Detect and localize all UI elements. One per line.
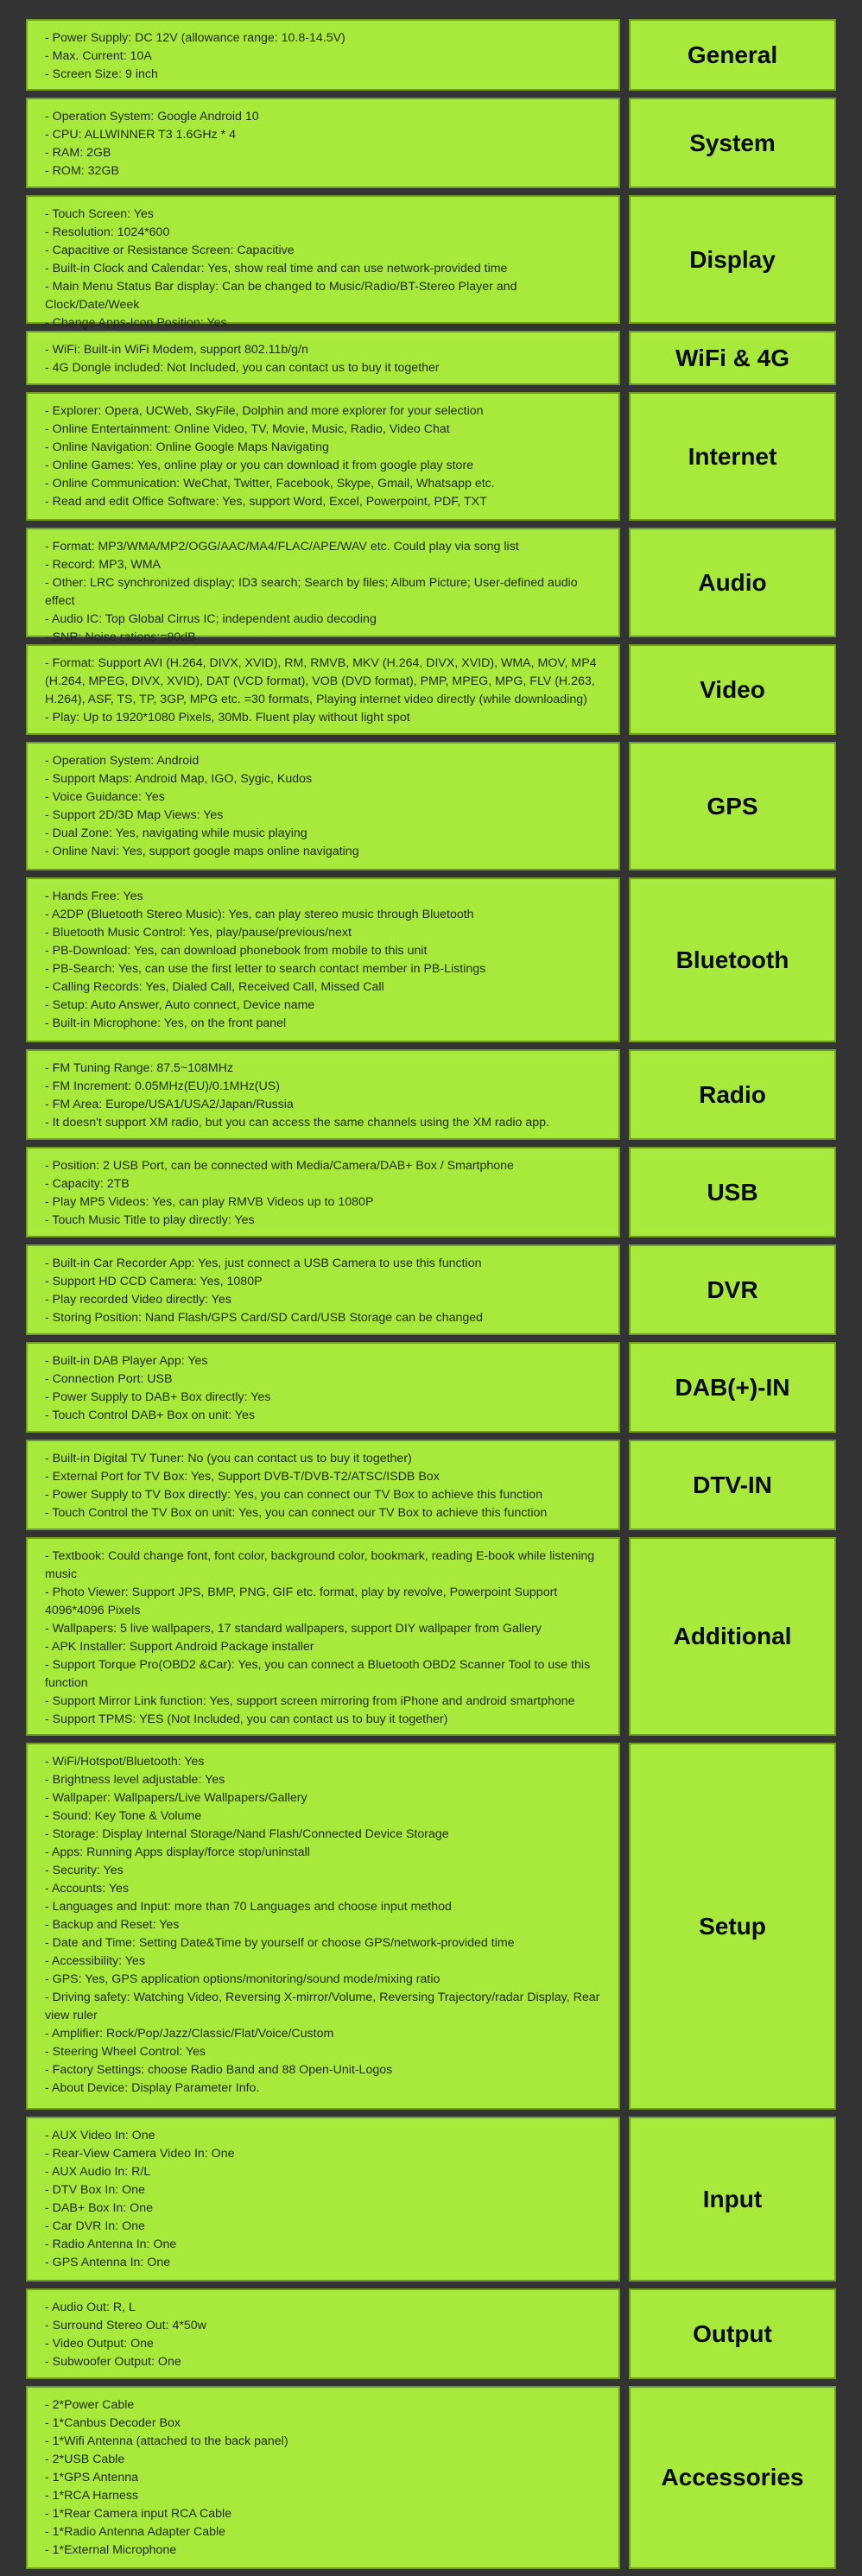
- spec-item: - Wallpaper: Wallpapers/Live Wallpapers/Gallery: [45, 1791, 307, 1805]
- spec-row-bluetooth: [26, 877, 836, 1042]
- spec-item: - FM Increment: 0.05MHz(EU)/0.1MHz(US): [45, 1079, 280, 1093]
- section-title: Audio: [629, 528, 836, 637]
- section-title: Accessories: [629, 2386, 836, 2569]
- spec-item: - About Device: Display Parameter Info.: [45, 2081, 260, 2095]
- spec-item: - Built-in Microphone: Yes, on the front panel: [45, 1016, 287, 1030]
- spec-item: - Max. Current: 10A: [45, 49, 152, 63]
- spec-item: - 1*Canbus Decoder Box: [45, 2416, 181, 2430]
- spec-item: - Power Supply to DAB+ Box directly: Yes: [45, 1390, 271, 1404]
- spec-item: - Online Entertainment: Online Video, TV, Movie, Music, Radio, Video Chat: [45, 422, 450, 436]
- section-title: Additional: [629, 1537, 836, 1736]
- spec-details: [26, 1743, 620, 2110]
- spec-item: - Main Menu Status Bar display: Can be changed to Music/Radio/BT-Stereo Player and Clock/Date/Week: [45, 280, 517, 312]
- spec-item: - Online Games: Yes, online play or you can download it from google play store: [45, 459, 474, 472]
- spec-item: - Support Maps: Android Map, IGO, Sygic, Kudos: [45, 772, 313, 786]
- spec-item: - SNR: Noise rations:=90dB: [45, 630, 196, 644]
- spec-item: - Online Navigation: Online Google Maps Navigating: [45, 440, 329, 454]
- section-title: Radio: [629, 1049, 836, 1140]
- spec-item: - Apps: Running Apps display/force stop/uninstall: [45, 1845, 310, 1859]
- spec-item: - AUX Audio In: R/L: [45, 2165, 151, 2179]
- spec-item: - Wallpapers: 5 live wallpapers, 17 standard wallpapers, support DIY wallpaper from Gallery: [45, 1622, 542, 1636]
- spec-row-output: [26, 2288, 836, 2379]
- spec-item: - Support Mirror Link function: Yes, support screen mirroring from iPhone and android smartphone: [45, 1694, 575, 1708]
- spec-item: - PB-Download: Yes, can download phonebook from mobile to this unit: [45, 944, 428, 958]
- spec-item: - Brightness level adjustable: Yes: [45, 1773, 225, 1787]
- spec-item: - Screen Size: 9 inch: [45, 67, 158, 81]
- spec-item: - Languages and Input: more than 70 Languages and choose input method: [45, 1900, 452, 1914]
- spec-item: - Built-in DAB Player App: Yes: [45, 1354, 208, 1368]
- spec-item: - Accessibility: Yes: [45, 1954, 145, 1968]
- spec-item: - Accounts: Yes: [45, 1882, 130, 1896]
- spec-item: - Touch Control DAB+ Box on unit: Yes: [45, 1408, 256, 1422]
- spec-item: - Radio Antenna In: One: [45, 2237, 177, 2251]
- spec-item: - Steering Wheel Control: Yes: [45, 2045, 206, 2059]
- spec-item: - DAB+ Box In: One: [45, 2201, 153, 2215]
- spec-item: - WiFi: Built-in WiFi Modem, support 802.11b/g/n: [45, 343, 308, 357]
- spec-item: - Built-in Clock and Calendar: Yes, show real time and can use network-provided time: [45, 262, 508, 275]
- spec-item: - Play MP5 Videos: Yes, can play RMVB Videos up to 1080P: [45, 1195, 374, 1209]
- spec-item: - Built-in Car Recorder App: Yes, just connect a USB Camera to use this function: [45, 1256, 482, 1270]
- section-title: USB: [629, 1147, 836, 1237]
- spec-row-setup: [26, 1743, 836, 2110]
- spec-item: - Touch Control the TV Box on unit: Yes, you can connect our TV Box to achieve this function: [45, 1506, 548, 1520]
- spec-item: - Sound: Key Tone & Volume: [45, 1809, 202, 1823]
- section-title: Internet: [629, 392, 836, 521]
- spec-item: - Storage: Display Internal Storage/Nand Flash/Connected Device Storage: [45, 1827, 449, 1841]
- spec-item: - Built-in Digital TV Tuner: No (you can contact us to buy it together): [45, 1452, 412, 1465]
- spec-item: - Car DVR In: One: [45, 2219, 145, 2233]
- spec-item: - FM Area: Europe/USA1/USA2/Japan/Russia: [45, 1098, 294, 1111]
- spec-details: [26, 1440, 620, 1530]
- spec-row-internet: [26, 392, 836, 521]
- spec-row-dvr: [26, 1244, 836, 1335]
- spec-item: - Position: 2 USB Port, can be connected with Media/Camera/DAB+ Box / Smartphone: [45, 1159, 514, 1173]
- spec-item: - 1*Rear Camera input RCA Cable: [45, 2507, 232, 2521]
- spec-item: - Setup: Auto Answer, Auto connect, Device name: [45, 998, 315, 1012]
- spec-item: - 2*USB Cable: [45, 2453, 125, 2466]
- spec-details: [26, 877, 620, 1042]
- spec-item: - Hands Free: Yes: [45, 889, 143, 903]
- spec-item: - 1*Wifi Antenna (attached to the back panel): [45, 2434, 288, 2448]
- spec-item: - Power Supply to TV Box directly: Yes, you can connect our TV Box to achieve this function: [45, 1488, 542, 1502]
- spec-item: - Online Navi: Yes, support google maps online navigating: [45, 845, 359, 858]
- spec-row-dab-in: [26, 1342, 836, 1433]
- spec-item: - Change Apps-Icon Position: Yes: [45, 316, 227, 330]
- spec-item: - 1*External Microphone: [45, 2543, 177, 2557]
- spec-item: - Operation System: Android: [45, 754, 200, 768]
- spec-item: - Textbook: Could change font, font color, background color, bookmark, reading E-book while listening music: [45, 1549, 595, 1581]
- spec-item: - WiFi/Hotspot/Bluetooth: Yes: [45, 1755, 205, 1769]
- spec-details: [26, 19, 620, 91]
- spec-details: [26, 1537, 620, 1736]
- spec-details: [26, 1147, 620, 1237]
- section-title: Bluetooth: [629, 877, 836, 1042]
- spec-item: - ROM: 32GB: [45, 164, 119, 178]
- spec-item: - Factory Settings: choose Radio Band and 88 Open-Unit-Logos: [45, 2063, 393, 2077]
- spec-details: [26, 742, 620, 870]
- spec-item: - AUX Video In: One: [45, 2129, 155, 2142]
- spec-item: - Audio IC: Top Global Cirrus IC; independent audio decoding: [45, 612, 377, 626]
- spec-row-radio: [26, 1049, 836, 1140]
- spec-row-general: [26, 19, 836, 91]
- spec-details: [26, 392, 620, 521]
- spec-item: - Support 2D/3D Map Views: Yes: [45, 808, 224, 822]
- section-title: Setup: [629, 1743, 836, 2110]
- section-title: Display: [629, 195, 836, 324]
- spec-details: [26, 2288, 620, 2379]
- spec-item: - Touch Screen: Yes: [45, 207, 154, 221]
- section-title: General: [629, 19, 836, 91]
- spec-item: - Storing Position: Nand Flash/GPS Card/SD Card/USB Storage can be changed: [45, 1311, 484, 1325]
- spec-item: - Date and Time: Setting Date&Time by yourself or choose GPS/network-provided time: [45, 1936, 515, 1950]
- spec-row-display: [26, 195, 836, 330]
- spec-item: - Security: Yes: [45, 1864, 124, 1877]
- spec-item: - A2DP (Bluetooth Stereo Music): Yes, can play stereo music through Bluetooth: [45, 908, 474, 921]
- spec-item: - GPS: Yes, GPS application options/monitoring/sound mode/mixing ratio: [45, 1972, 441, 1986]
- spec-details: [26, 644, 620, 735]
- spec-item: - 2*Power Cable: [45, 2398, 135, 2412]
- section-title: DAB(+)-IN: [629, 1342, 836, 1433]
- spec-row-additional: [26, 1537, 836, 1736]
- spec-item: - Power Supply: DC 12V (allowance range: 10.8-14.5V): [45, 31, 345, 45]
- spec-details: [26, 1244, 620, 1335]
- spec-item: - Explorer: Opera, UCWeb, SkyFile, Dolphin and more explorer for your selection: [45, 404, 484, 418]
- spec-item: - Voice Guidance: Yes: [45, 790, 165, 804]
- spec-item: - Capacitive or Resistance Screen: Capacitive: [45, 244, 295, 257]
- spec-row-input: [26, 2117, 836, 2282]
- spec-item: - 1*RCA Harness: [45, 2489, 139, 2503]
- spec-item: - APK Installer: Support Android Package installer: [45, 1640, 314, 1654]
- spec-item: - Play recorded Video directly: Yes: [45, 1293, 231, 1307]
- spec-item: - Amplifier: Rock/Pop/Jazz/Classic/Flat/Voice/Custom: [45, 2027, 334, 2041]
- spec-row-wifi-4g: [26, 331, 836, 385]
- section-title: Input: [629, 2117, 836, 2282]
- section-title: WiFi & 4G: [629, 331, 836, 385]
- spec-item: - CPU: ALLWINNER T3 1.6GHz * 4: [45, 128, 237, 142]
- spec-row-usb: [26, 1147, 836, 1237]
- spec-item: - Format: MP3/WMA/MP2/OGG/AAC/MA4/FLAC/APE/WAV etc. Could play via song list: [45, 540, 519, 554]
- spec-item: - Record: MP3, WMA: [45, 558, 162, 572]
- spec-item: - Backup and Reset: Yes: [45, 1918, 180, 1932]
- spec-item: - FM Tuning Range: 87.5~108MHz: [45, 1061, 234, 1075]
- spec-row-video: [26, 644, 836, 735]
- spec-details: [26, 98, 620, 188]
- spec-item: - RAM: 2GB: [45, 146, 111, 160]
- spec-details: [26, 528, 620, 644]
- spec-row-accessories: [26, 2386, 836, 2569]
- spec-item: - Connection Port: USB: [45, 1372, 173, 1386]
- spec-item: - Operation System: Google Android 10: [45, 110, 259, 123]
- spec-row-dtv-in: [26, 1440, 836, 1530]
- spec-item: - Resolution: 1024*600: [45, 225, 170, 239]
- spec-item: - Capacity: 2TB: [45, 1177, 130, 1191]
- section-title: System: [629, 98, 836, 188]
- spec-details: [26, 2386, 620, 2569]
- spec-row-system: [26, 98, 836, 188]
- spec-item: - Surround Stereo Out: 4*50w: [45, 2319, 206, 2332]
- spec-item: - Support TPMS: YES (Not Included, you can contact us to buy it together): [45, 1712, 448, 1726]
- spec-item: - Play: Up to 1920*1080 Pixels, 30Mb. Fluent play without light spot: [45, 711, 410, 725]
- spec-item: - 4G Dongle included: Not Included, you can contact us to buy it together: [45, 361, 440, 375]
- spec-details: [26, 331, 620, 385]
- spec-item: - Rear-View Camera Video In: One: [45, 2147, 235, 2161]
- spec-item: - Format: Support AVI (H.264, DIVX, XVID), RM, RMVB, MKV (H.264, DIVX, XVID), WMA, MOV, MP4 (H.264, MPEG, DIVX, XVID), DAT (VCD format), VOB (DVD format), PMP, MPEG, MPG, FLV (H.263, H.264), ASF, TS, TP, 3GP, MPG etc. =30 formats, Playing internet video directly (while downloading): [45, 656, 597, 706]
- spec-item: - GPS Antenna In: One: [45, 2256, 171, 2269]
- spec-details: [26, 2117, 620, 2282]
- section-title: DVR: [629, 1244, 836, 1335]
- spec-details: [26, 1342, 620, 1433]
- spec-details: [26, 1049, 620, 1140]
- spec-item: - Read and edit Office Software: Yes, support Word, Excel, Powerpoint, PDF, TXT: [45, 495, 487, 509]
- spec-item: - Support HD CCD Camera: Yes, 1080P: [45, 1275, 263, 1288]
- spec-item: - External Port for TV Box: Yes, Support DVB-T/DVB-T2/ATSC/ISDB Box: [45, 1470, 440, 1484]
- spec-item: - Other: LRC synchronized display; ID3 search; Search by files; Album Picture; User-defined audio effect: [45, 576, 578, 608]
- spec-item: - Bluetooth Music Control: Yes, play/pause/previous/next: [45, 926, 352, 940]
- spec-item: - 1*Radio Antenna Adapter Cable: [45, 2525, 226, 2539]
- spec-item: - Online Communication: WeChat, Twitter, Facebook, Skype, Gmail, Whatsapp etc.: [45, 477, 495, 491]
- spec-item: - Support Torque Pro(OBD2 &Car): Yes, you can connect a Bluetooth OBD2 Scanner Tool to use this function: [45, 1658, 591, 1690]
- spec-item: - 1*GPS Antenna: [45, 2471, 139, 2484]
- spec-item: - Subwoofer Output: One: [45, 2355, 181, 2369]
- spec-item: - Dual Zone: Yes, navigating while music playing: [45, 826, 307, 840]
- spec-item: - It doesn't support XM radio, but you can access the same channels using the XM radio app.: [45, 1116, 549, 1130]
- spec-item: - Touch Music Title to play directly: Yes: [45, 1213, 255, 1227]
- spec-item: - Calling Records: Yes, Dialed Call, Received Call, Missed Call: [45, 980, 384, 994]
- spec-row-gps: [26, 742, 836, 870]
- section-title: Output: [629, 2288, 836, 2379]
- spec-item: - PB-Search: Yes, can use the first letter to search contact member in PB-Listings: [45, 962, 486, 976]
- section-title: GPS: [629, 742, 836, 870]
- spec-details: [26, 195, 620, 330]
- section-title: DTV-IN: [629, 1440, 836, 1530]
- spec-item: - Driving safety: Watching Video, Reversing X-mirror/Volume, Reversing Trajectory/radar Display, Rear view ruler: [45, 1991, 600, 2022]
- section-title: Video: [629, 644, 836, 735]
- spec-item: - Photo Viewer: Support JPS, BMP, PNG, GIF etc. format, play by revolve, Powerpoint Support 4096*4096 Pixels: [45, 1585, 558, 1617]
- spec-item: - Audio Out: R, L: [45, 2301, 136, 2314]
- spec-item: - DTV Box In: One: [45, 2183, 145, 2197]
- spec-item: - Video Output: One: [45, 2337, 154, 2351]
- spec-row-audio: [26, 528, 836, 644]
